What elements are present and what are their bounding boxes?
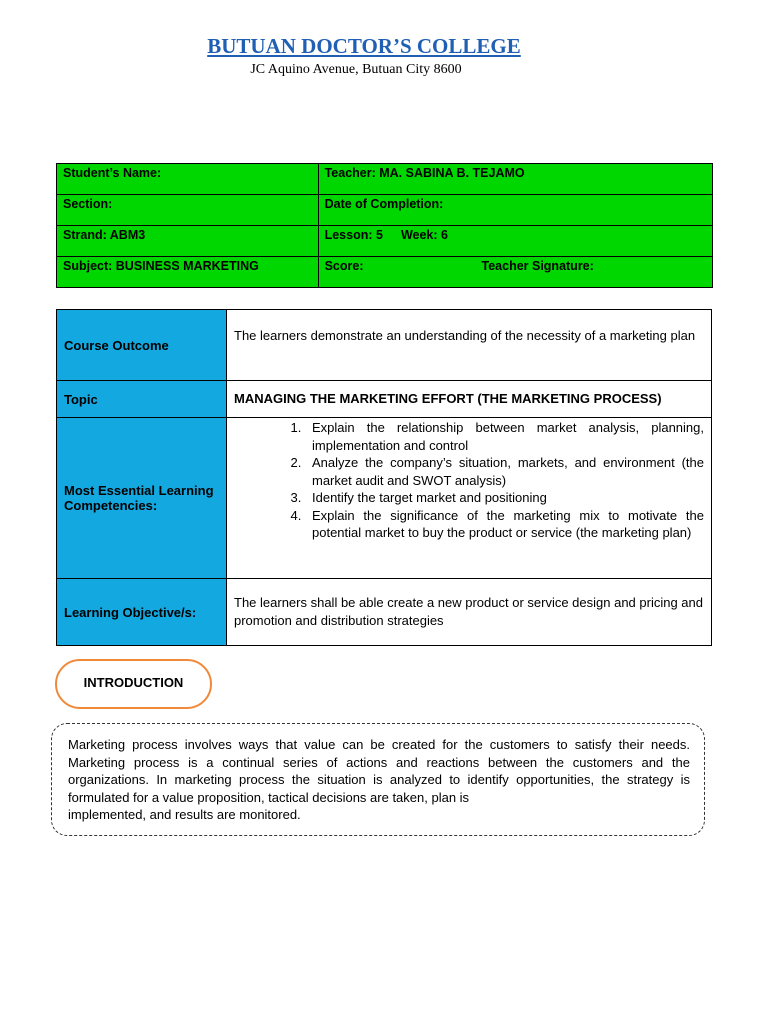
student-name-field[interactable]: Student’s Name: bbox=[57, 164, 319, 195]
melc-list bbox=[234, 419, 704, 542]
introduction-paragraph: Marketing process involves ways that value can be created for the customers to satisfy their needs. Marketing process is a continual series of actions and reactions between the customers and the organizations. In marketing process the situation is analyzed to identify opportunities, the strategy is formulated for a value proposition, tactical decisions are taken, plan is bbox=[68, 737, 690, 805]
melc-value bbox=[227, 418, 712, 579]
table-row bbox=[57, 310, 712, 381]
list-item: 3. Identify the target market and positioning bbox=[305, 489, 704, 507]
melc-label: Most Essential Learning Competencies: bbox=[57, 418, 227, 579]
table-row bbox=[57, 381, 712, 418]
table-row bbox=[57, 579, 712, 646]
table-row bbox=[57, 195, 713, 226]
week-field: Week: 6 bbox=[400, 228, 448, 242]
introduction-box bbox=[51, 723, 705, 836]
college-address: JC Aquino Avenue, Butuan City 8600 bbox=[250, 62, 462, 77]
course-outcome-value: The learners demonstrate an understanding of the necessity of a marketing plan bbox=[227, 310, 712, 381]
topic-value: MANAGING THE MARKETING EFFORT (THE MARKETING PROCESS) bbox=[227, 381, 712, 418]
course-outcome-label: Course Outcome bbox=[57, 310, 227, 381]
score-field[interactable]: Score: bbox=[324, 259, 364, 273]
introduction-heading: INTRODUCTION bbox=[55, 659, 212, 709]
table-row bbox=[57, 418, 712, 579]
introduction-paragraph-end: implemented, and results are monitored. bbox=[68, 807, 301, 822]
learning-objective-label: Learning Objective/s: bbox=[57, 579, 227, 646]
teacher-field: Teacher: MA. SABINA B. TEJAMO bbox=[318, 164, 712, 195]
score-signature-cell bbox=[318, 257, 712, 288]
learning-objective-value: The learners shall be able create a new product or service design and pricing and promotion and distribution strategies bbox=[227, 579, 712, 646]
strand-field: Strand: ABM3 bbox=[57, 226, 319, 257]
list-item: 2. Analyze the company’s situation, markets, and environment (the market audit and SWOT analysis) bbox=[305, 454, 704, 489]
list-item: 4. Explain the significance of the marketing mix to motivate the potential market to buy the product or service (the marketing plan) bbox=[305, 507, 704, 542]
table-row bbox=[57, 164, 713, 195]
table-row bbox=[57, 257, 713, 288]
teacher-signature-field[interactable]: Teacher Signature: bbox=[481, 259, 594, 273]
subject-field: Subject: BUSINESS MARKETING bbox=[57, 257, 319, 288]
table-row bbox=[57, 226, 713, 257]
course-outline-table bbox=[56, 309, 712, 646]
section-field[interactable]: Section: bbox=[57, 195, 319, 226]
college-name: BUTUAN DOCTOR’S COLLEGE bbox=[207, 34, 521, 58]
date-of-completion-field[interactable]: Date of Completion: bbox=[318, 195, 712, 226]
lesson-field: Lesson: 5 bbox=[324, 228, 383, 242]
list-item: 1. Explain the relationship between market analysis, planning, implementation and control bbox=[305, 419, 704, 454]
lesson-week-cell bbox=[318, 226, 712, 257]
student-info-table bbox=[56, 163, 713, 288]
topic-label: Topic bbox=[57, 381, 227, 418]
